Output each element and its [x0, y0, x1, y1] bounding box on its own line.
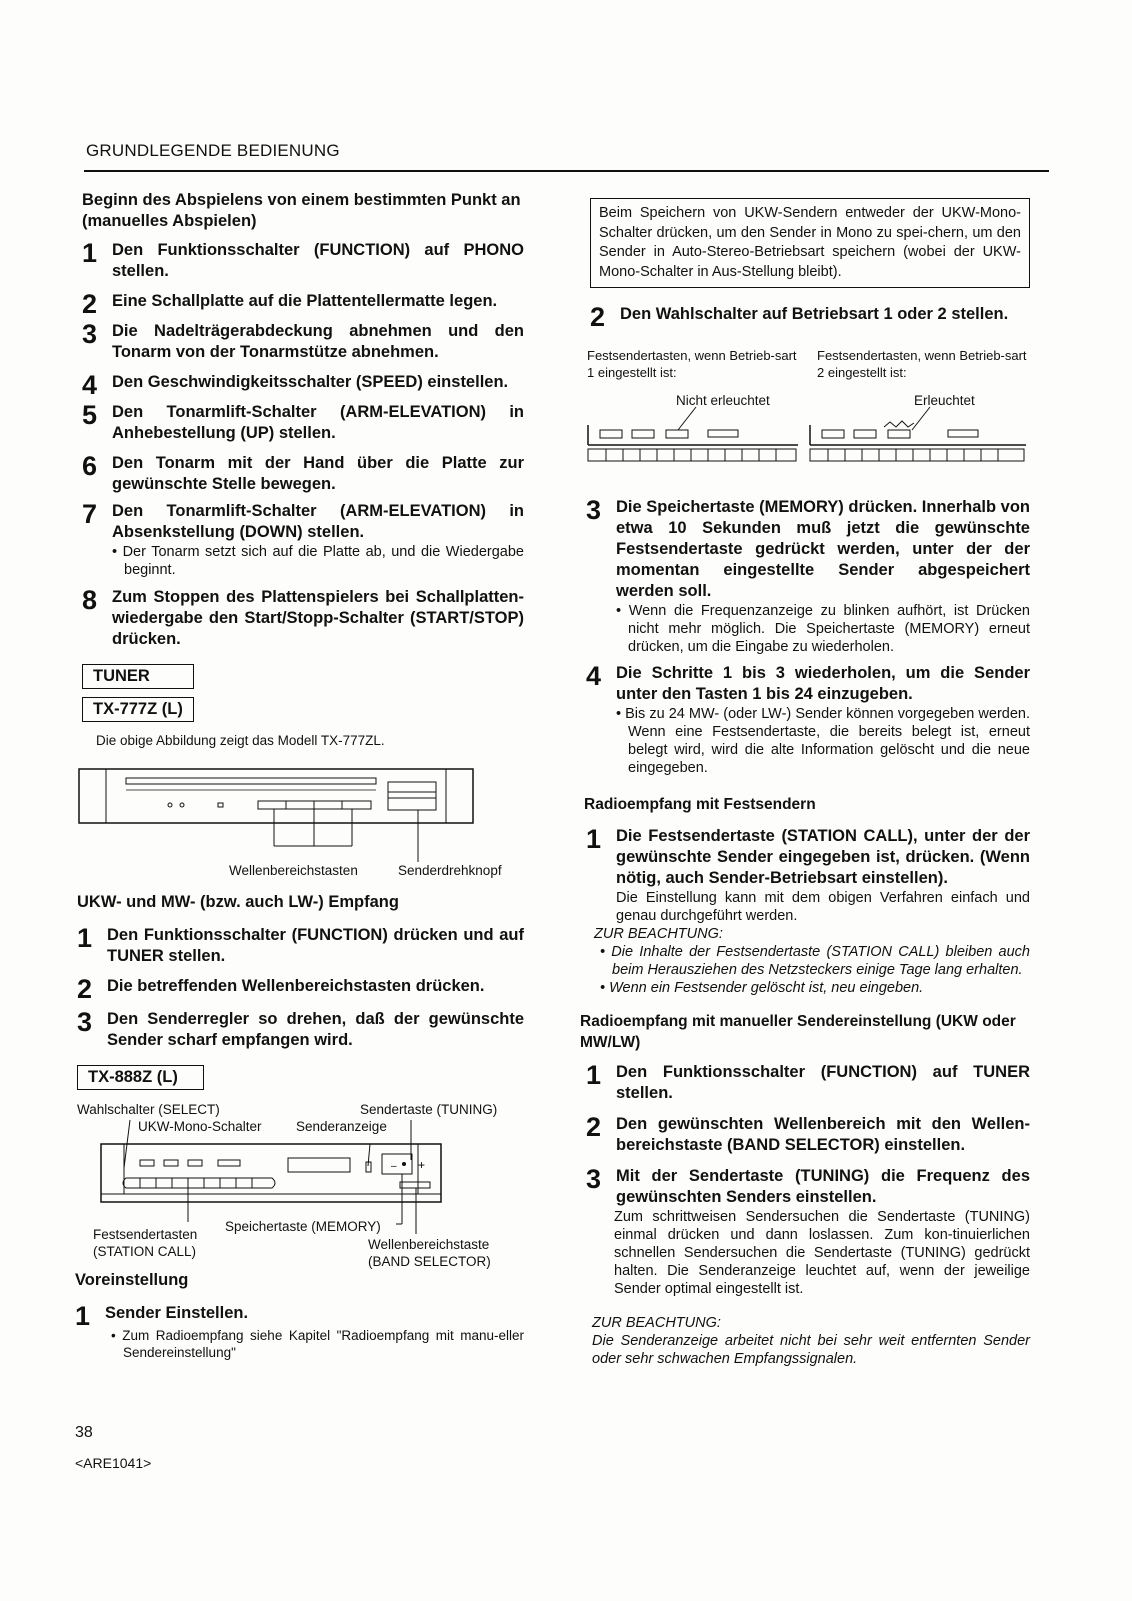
step-number: 1 — [586, 824, 602, 854]
page-number: 38 — [75, 1424, 93, 1441]
note-bullet-2: • Wenn ein Festsender gelöscht ist, neu eingeben. — [600, 980, 924, 996]
model1-caption: Die obige Abbildung zeigt das Modell TX-777ZL. — [96, 733, 385, 748]
step-number: 4 — [82, 370, 98, 400]
step2-3 — [77, 1009, 524, 1051]
manual-step-3-plain: Zum schrittweisen Sendersuchen die Sendertaste (TUNING) einmal drücken und dann loslassen. Zum kon-tinuierlichen schnellen Sendersuchen die Sendertaste (TUNING) gedrückt halten. Die Senderanzeige leuchtet auf, wenn der jeweilige Sender optimal eingestellt ist. — [614, 1209, 1030, 1297]
mode2-caption: Festsendertasten, wenn Betrieb-sart 2 eingestellt ist: — [817, 348, 1027, 380]
step-number: 8 — [82, 585, 98, 615]
fig2-station-call-label-2: (STATION CALL) — [93, 1244, 197, 1259]
step-number: 3 — [586, 1164, 602, 1194]
step-number: 5 — [82, 400, 98, 430]
manual-step-3 — [586, 1166, 1030, 1208]
step-text: Die Festsendertaste (STATION CALL), unter der der gewünschte Sender eingegeben ist, drücken. (Wenn nötig, auch Sender-Betriebsart einstellen). — [616, 827, 1030, 887]
fig2-memory-label: Speichertaste (MEMORY) — [225, 1219, 381, 1234]
step-text: Den Funktionsschalter (FUNCTION) auf PHONO stellen. — [112, 241, 524, 280]
step-text: Mit der Sendertaste (TUNING) die Frequenz des gewünschten Senders einstellen. — [616, 1167, 1030, 1206]
fig2-indicator-label: Senderanzeige — [296, 1119, 387, 1134]
right-step-4 — [586, 663, 1030, 705]
note-bullet-1: • Die Inhalte der Festsendertaste (STATION CALL) bleiben auch beim Herausziehen des Netzsteckers einige Tage lang erhalten. — [600, 944, 1030, 978]
lit-label: Erleuchtet — [914, 393, 975, 408]
model-label-tx777z: TX-777Z (L) — [82, 697, 194, 722]
step-8 — [82, 587, 524, 650]
fig1-label-band: Wellenbereichstasten — [229, 863, 358, 878]
right-column — [590, 198, 1030, 332]
section-title-preset: Voreinstellung — [75, 1271, 189, 1289]
mode-indicator-figure — [586, 405, 1036, 465]
left-column-2 — [77, 892, 524, 1090]
svg-text:+: + — [418, 1158, 426, 1172]
svg-text:–: – — [391, 1161, 397, 1172]
tuner-label: TUNER — [82, 664, 194, 689]
step-number: 2 — [586, 1112, 602, 1142]
step-text: Den Funktionsschalter (FUNCTION) drücken und auf TUNER stellen. — [107, 926, 524, 965]
fig2-band-label-1: Wellenbereichstaste — [368, 1237, 490, 1252]
step2-2 — [77, 974, 524, 1004]
step-text: Die Speichertaste (MEMORY) drücken. Innerhalb von etwa 10 Sekunden muß jetzt die gewünschte Festsendertaste gedrückt werden, unter der der momentan eingestellte Sender abgespeichert werden soll. — [616, 498, 1030, 600]
step-text: Sender Einstellen. — [105, 1304, 249, 1322]
left-column — [82, 190, 524, 749]
step-number: 3 — [586, 495, 602, 525]
step-number: 1 — [82, 238, 98, 268]
document-code: <ARE1041> — [75, 1455, 152, 1471]
note2-title: ZUR BEACHTUNG: — [592, 1315, 721, 1331]
fig2-station-call-label-1: Festsendertasten — [93, 1227, 198, 1242]
fig2-band-label-2: (BAND SELECTOR) — [368, 1254, 491, 1269]
station-call-step-1 — [586, 826, 1030, 889]
fig2-mono-label: UKW-Mono-Schalter — [138, 1119, 262, 1134]
step-3 — [82, 321, 524, 363]
fig1-label-knob: Senderdrehknopf — [398, 863, 502, 878]
fig2-select-label: Wahlschalter (SELECT) — [77, 1102, 220, 1117]
step2-1 — [77, 925, 524, 967]
step-text: Die betreffenden Wellenbereichstasten drücken. — [107, 977, 485, 995]
note-title: ZUR BEACHTUNG: — [594, 926, 723, 942]
step-7 — [82, 501, 524, 543]
step-text: Die Nadelträgerabdeckung abnehmen und den Tonarm von der Tonarmstütze abnehmen. — [112, 322, 524, 361]
mode1-caption: Festsendertasten, wenn Betrieb-sart 1 eingestellt ist: — [587, 348, 797, 380]
step-number: 3 — [77, 1007, 93, 1037]
mode2-indicator — [810, 407, 1026, 461]
step-text: Eine Schallplatte auf die Plattentellermatte legen. — [112, 292, 498, 310]
step-5 — [82, 402, 524, 444]
step-number: 3 — [82, 319, 98, 349]
step-text: Die Schritte 1 bis 3 wiederholen, um die Sender unter den Tasten 1 bis 24 einzugeben. — [616, 664, 1030, 703]
step-text: Den Wahlschalter auf Betriebsart 1 oder 2 stellen. — [620, 305, 1009, 323]
step-text: Zum Stoppen des Plattenspielers bei Schallplatten-wiedergabe den Start/Stopp-Schalter (START/STOP) drücken. — [112, 588, 524, 648]
step-4 — [82, 370, 524, 400]
section-title-station-call: Radioempfang mit Festsendern — [584, 796, 816, 813]
manual-step-2 — [586, 1114, 1030, 1156]
right-step-3-bullet: • Wenn die Frequenzanzeige zu blinken aufhört, ist Drücken nicht mehr möglich. Die Speichertaste (MEMORY) erneut drücken, um die Eingabe zu wiederholen. — [616, 603, 1030, 655]
step-7-bullet: • Der Tonarm setzt sich auf die Platte ab, und die Wiedergabe beginnt. — [112, 544, 524, 578]
section-title-manual-play: Beginn des Abspielens von einem bestimmten Punkt an (manuelles Abspielen) — [82, 191, 521, 230]
page-header: GRUNDLEGENDE BEDIENUNG — [86, 141, 340, 160]
right-step-2 — [590, 302, 1030, 332]
step-text: Den Funktionsschalter (FUNCTION) auf TUNER stellen. — [616, 1063, 1030, 1102]
left-column-3 — [75, 1270, 524, 1361]
step-number: 2 — [77, 974, 93, 1004]
step-number: 1 — [77, 923, 93, 953]
step-number: 1 — [75, 1301, 91, 1331]
step-number: 4 — [586, 661, 602, 691]
tuner-tx777z-figure — [78, 768, 478, 858]
manual-step-1 — [586, 1062, 1030, 1104]
model-label-tx888z: TX-888Z (L) — [77, 1065, 204, 1090]
step-text: Den Tonarmlift-Schalter (ARM-ELEVATION) in Absenkstellung (DOWN) stellen. — [112, 502, 524, 541]
step-text: Den gewünschten Wellenbereich mit den Wellen-bereichstaste (BAND SELECTOR) einstellen. — [616, 1115, 1030, 1154]
not-lit-label: Nicht erleuchtet — [676, 393, 770, 408]
note2-text: Die Senderanzeige arbeitet nicht bei sehr weit entfernten Sender oder sehr schwachen Empfangssignalen. — [592, 1333, 1030, 1367]
step-text: Den Geschwindigkeitsschalter (SPEED) einstellen. — [112, 373, 509, 391]
step-text: Den Senderregler so drehen, daß der gewünschte Sender scharf empfangen wird. — [107, 1010, 524, 1049]
step-1 — [82, 240, 524, 282]
header-rule — [84, 170, 1049, 172]
preset-step-1 — [75, 1301, 524, 1331]
memory-note-box: Beim Speichern von UKW-Sendern entweder der UKW-Mono-Schalter drücken, um den Sender in Mono zu spei-chern, um den Sender in Auto-Stereo-Betriebsart speichern (wobei der UKW-Mono-Schalter in Aus-Stellung bleibt). — [590, 198, 1030, 288]
mode1-indicator — [588, 407, 798, 461]
section-title-fm-am: UKW- und MW- (bzw. auch LW-) Empfang — [77, 893, 399, 911]
step-text: Den Tonarmlift-Schalter (ARM-ELEVATION) in Anhebestellung (UP) stellen. — [112, 403, 524, 442]
right-step-4-bullet: • Bis zu 24 MW- (oder LW-) Sender können vorgegeben werden. Wenn eine Festsendertaste, die bereits belegt ist, erneut belegt wird, wird die alte Information gelöscht und die neue eingegeben. — [616, 706, 1030, 776]
section-title-manual-tuning: Radioempfang mit manueller Sendereinstellung (UKW oder MW/LW) — [580, 1013, 1016, 1051]
step-number: 7 — [82, 499, 98, 529]
step-number: 2 — [82, 289, 98, 319]
step-number: 6 — [82, 451, 98, 481]
step-6 — [82, 453, 524, 495]
right-step-3 — [586, 497, 1030, 602]
step-number: 1 — [586, 1060, 602, 1090]
step-number: 2 — [590, 302, 606, 332]
step-text: Den Tonarm mit der Hand über die Platte zur gewünschte Stelle bewegen. — [112, 454, 524, 493]
fig2-tuning-label: Sendertaste (TUNING) — [360, 1102, 498, 1117]
step-2 — [82, 289, 524, 319]
preset-bullet: • Zum Radioempfang siehe Kapitel "Radioempfang mit manu-eller Sendereinstellung" — [111, 1328, 524, 1360]
right-column-2 — [580, 495, 1030, 1368]
station-call-plain: Die Einstellung kann mit dem obigen Verfahren einfach und genau durchgeführt werden. — [616, 890, 1030, 924]
